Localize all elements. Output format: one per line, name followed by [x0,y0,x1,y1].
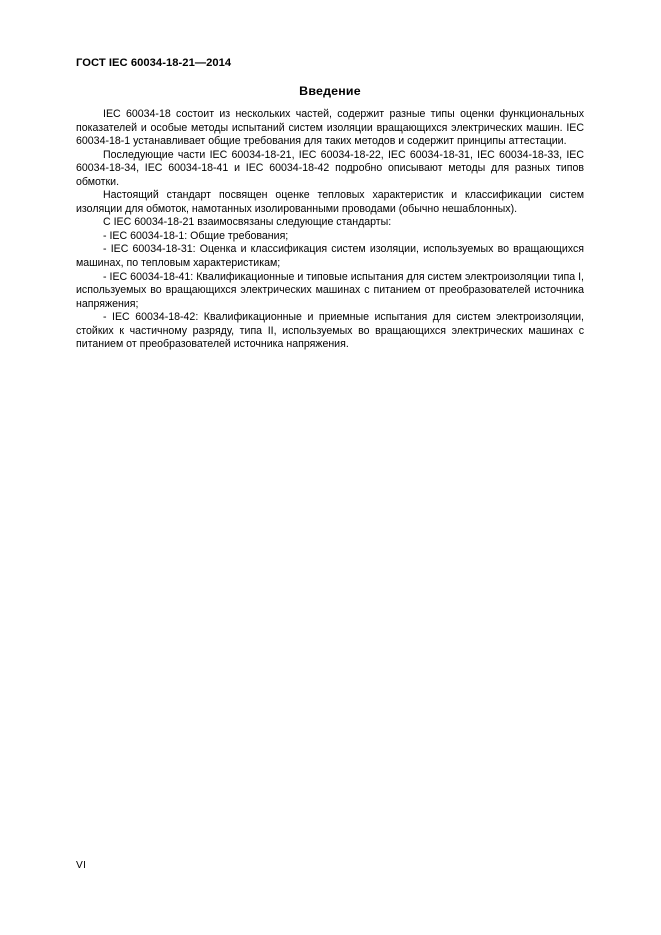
list-item-iec-60034-18-42: - IEC 60034-18-42: Квалификационные и приемные испытания для систем электроизоляции, стойких к частичному разряду, типа II, используемых во вращающихся электрических машинах с питанием от преобразователей источника напряжения. [76,311,584,351]
page-title: Введение [299,84,361,98]
page-number: VI [76,860,87,871]
paragraph-intro-scope: IEC 60034-18 состоит из нескольких частей, содержит разные типы оценки функциональных показателей и особые методы испытаний систем изоляции вращающихся электрических машин. IEC 60034-18-1 устанавливает общие требования для таких методов и содержит принципы аттестации. [76,108,584,148]
list-item-iec-60034-18-31: - IEC 60034-18-31: Оценка и классификация систем изоляции, используемых во вращающихся машинах, по тепловым характеристикам; [76,243,584,270]
paragraph-standard-purpose: Настоящий стандарт посвящен оценке тепловых характеристик и классификации систем изоляции для обмоток, намотанных изолированными проводами (обычно нешаблонных). [76,189,584,215]
paragraph-subsequent-parts: Последующие части IEC 60034-18-21, IEC 60034-18-22, IEC 60034-18-31, IEC 60034-18-33, IEC 60034-18-34, IEC 60034-18-41 и IEC 60034-18-42 подробно описывают методы для разных типов обмотки. [76,148,584,188]
paragraph-related-standards-lead: С IEC 60034-18-21 взаимосвязаны следующие стандарты: [103,216,392,229]
list-item-iec-60034-18-41: - IEC 60034-18-41: Квалификационные и типовые испытания для систем электроизоляции типа I, используемых во вращающихся электрических машинах с питанием от преобразователей источника напряжения; [76,270,584,310]
list-item-iec-60034-18-1: - IEC 60034-18-1: Общие требования; [103,229,289,242]
page-header-standard-designation: ГОСТ IEC 60034-18-21—2014 [76,57,232,69]
document-body [76,108,584,352]
